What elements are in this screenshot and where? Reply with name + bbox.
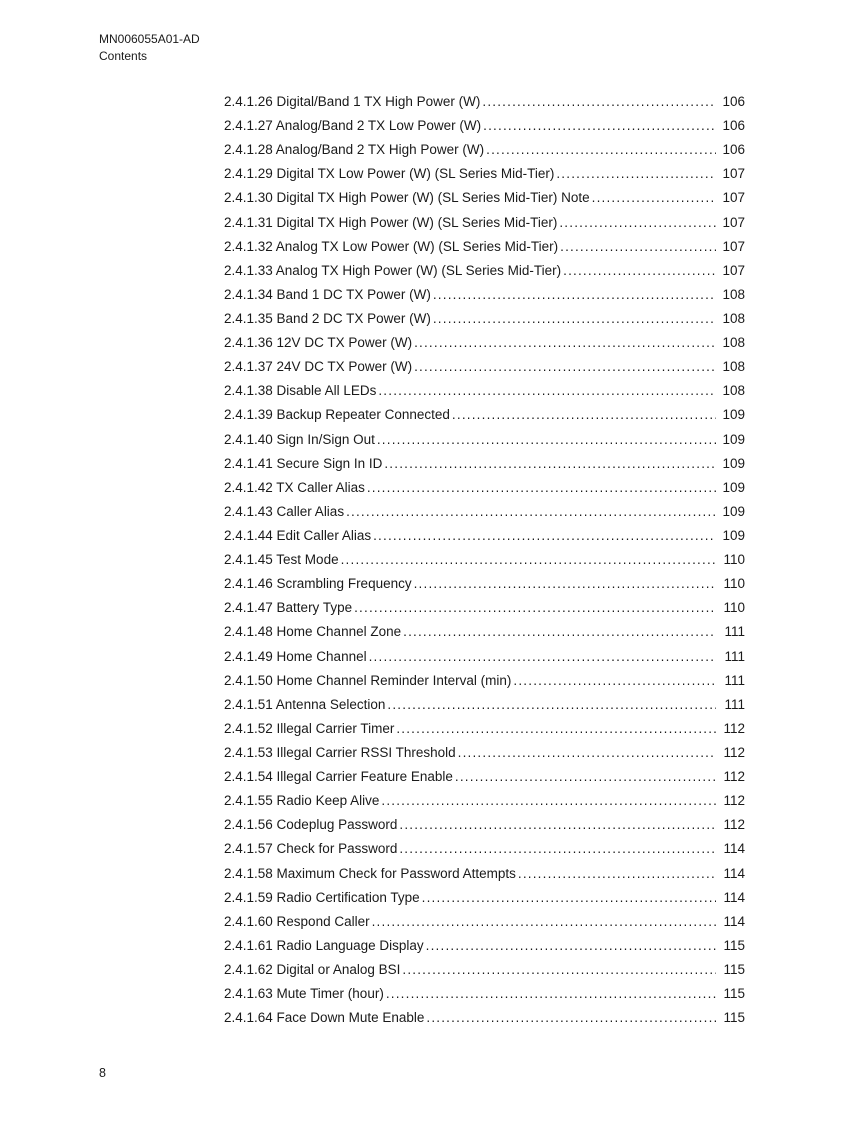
toc-entry[interactable] [224,355,745,379]
toc-entry[interactable] [224,1006,745,1030]
toc-entry-title: 2.4.1.61 Radio Language Display [224,937,424,953]
toc-entry-title: 2.4.1.64 Face Down Mute Enable [224,1010,425,1026]
toc-entry-page-number: 108 [722,335,745,351]
toc-entry-page-number: 115 [723,937,745,953]
toc-entry-title: 2.4.1.39 Backup Repeater Connected [224,407,450,423]
toc-entry-title: 2.4.1.47 Battery Type [224,600,353,616]
toc-dot-leader [556,162,716,186]
toc-entry-page-number: 106 [722,118,745,134]
toc-entry-title: 2.4.1.33 Analog TX High Power (W) (SL Series Mid-Tier) [224,262,562,278]
toc-entry-page-number: 111 [724,696,745,712]
toc-entry-page-number: 115 [723,986,745,1002]
toc-dot-leader [414,331,716,355]
toc-entry-page-number: 110 [723,552,745,568]
toc-entry-page-number: 112 [723,817,745,833]
toc-entry[interactable] [224,476,745,500]
toc-dot-leader [373,524,716,548]
document-id: MN006055A01-AD [99,32,200,46]
toc-dot-leader [458,741,716,765]
toc-entry-title: 2.4.1.42 TX Caller Alias [224,479,365,495]
toc-entry-title: 2.4.1.34 Band 1 DC TX Power (W) [224,286,431,302]
toc-dot-leader [433,283,716,307]
toc-entry-title: 2.4.1.29 Digital TX Low Power (W) (SL Series Mid-Tier) [224,166,555,182]
toc-dot-leader [486,138,716,162]
toc-entry[interactable] [224,307,745,331]
toc-dot-leader [513,669,716,693]
toc-entry-title: 2.4.1.56 Codeplug Password [224,817,398,833]
toc-entry-page-number: 107 [722,262,745,278]
footer-page-number: 8 [99,1066,106,1080]
toc-entry[interactable] [224,500,745,524]
toc-entry[interactable] [224,259,745,283]
table-of-contents [224,90,745,1030]
toc-entry-title: 2.4.1.43 Caller Alias [224,503,345,519]
toc-entry[interactable] [224,452,745,476]
toc-dot-leader [455,765,716,789]
toc-entry[interactable] [224,693,745,717]
toc-entry[interactable] [224,669,745,693]
toc-dot-leader [377,428,716,452]
toc-entry[interactable] [224,548,745,572]
toc-entry[interactable] [224,741,745,765]
toc-entry-title: 2.4.1.54 Illegal Carrier Feature Enable [224,769,453,785]
toc-dot-leader [403,620,716,644]
toc-dot-leader [483,114,716,138]
toc-entry[interactable] [224,620,745,644]
toc-dot-leader [563,259,716,283]
toc-entry-page-number: 111 [724,648,745,664]
toc-dot-leader [433,307,716,331]
toc-entry-title: 2.4.1.59 Radio Certification Type [224,889,420,905]
toc-entry-page-number: 110 [723,576,745,592]
toc-entry[interactable] [224,958,745,982]
toc-entry-page-number: 115 [723,961,745,977]
toc-entry-page-number: 108 [722,310,745,326]
toc-entry-title: 2.4.1.40 Sign In/Sign Out [224,431,375,447]
toc-entry-page-number: 107 [722,166,745,182]
toc-entry-title: 2.4.1.46 Scrambling Frequency [224,576,412,592]
toc-entry-title: 2.4.1.31 Digital TX High Power (W) (SL Series Mid-Tier) [224,214,558,230]
toc-entry[interactable] [224,138,745,162]
toc-entry[interactable] [224,862,745,886]
toc-entry-title: 2.4.1.51 Antenna Selection [224,696,386,712]
toc-dot-leader [367,476,716,500]
toc-entry-title: 2.4.1.63 Mute Timer (hour) [224,986,384,1002]
toc-entry-title: 2.4.1.50 Home Channel Reminder Interval (min) [224,672,512,688]
page-header [99,31,200,64]
toc-entry-page-number: 109 [722,455,745,471]
toc-entry[interactable] [224,211,745,235]
toc-entry[interactable] [224,886,745,910]
toc-dot-leader [414,572,716,596]
toc-entry[interactable] [224,717,745,741]
toc-entry-page-number: 111 [724,624,745,640]
toc-entry-page-number: 108 [722,286,745,302]
toc-entry-page-number: 107 [722,238,745,254]
toc-dot-leader [384,452,716,476]
toc-entry-title: 2.4.1.45 Test Mode [224,552,339,568]
toc-dot-leader [592,186,716,210]
toc-entry-page-number: 114 [723,841,745,857]
toc-dot-leader [372,910,716,934]
toc-entry-page-number: 112 [723,744,745,760]
toc-entry-title: 2.4.1.55 Radio Keep Alive [224,793,380,809]
toc-entry[interactable] [224,596,745,620]
toc-dot-leader [422,886,716,910]
toc-entry-page-number: 106 [722,142,745,158]
toc-entry-title: 2.4.1.49 Home Channel [224,648,367,664]
toc-entry-page-number: 110 [723,600,745,616]
toc-entry-page-number: 107 [722,214,745,230]
toc-dot-leader [354,596,716,620]
toc-entry-page-number: 109 [722,431,745,447]
toc-dot-leader [341,548,716,572]
header-section-label: Contents [99,48,148,63]
toc-dot-leader [518,862,716,886]
toc-entry[interactable] [224,186,745,210]
toc-entry[interactable] [224,645,745,669]
toc-entry-page-number: 111 [724,672,745,688]
toc-entry-page-number: 112 [723,720,745,736]
toc-entry-page-number: 109 [722,479,745,495]
toc-entry-page-number: 106 [722,94,745,109]
toc-entry-page-number: 108 [722,383,745,399]
toc-entry-title: 2.4.1.58 Maximum Check for Password Attempts [224,865,516,881]
toc-entry-title: 2.4.1.44 Edit Caller Alias [224,527,372,543]
toc-entry-page-number: 114 [723,913,745,929]
toc-dot-leader [386,982,716,1006]
toc-dot-leader [560,235,716,259]
toc-entry-title: 2.4.1.32 Analog TX Low Power (W) (SL Series Mid-Tier) [224,238,559,254]
toc-dot-leader [414,355,716,379]
toc-entry[interactable] [224,283,745,307]
toc-dot-leader [369,645,716,669]
toc-entry[interactable] [224,428,745,452]
toc-dot-leader [387,693,716,717]
toc-entry[interactable] [224,910,745,934]
toc-entry-title: 2.4.1.62 Digital or Analog BSI [224,961,401,977]
toc-dot-leader [452,403,716,427]
toc-entry-page-number: 109 [722,527,745,543]
toc-dot-leader [399,837,716,861]
toc-dot-leader [399,813,716,837]
toc-entry-page-number: 114 [723,865,745,881]
toc-entry-title: 2.4.1.38 Disable All LEDs [224,383,377,399]
toc-entry[interactable] [224,114,745,138]
toc-entry-page-number: 107 [722,190,745,206]
toc-entry-page-number: 109 [722,407,745,423]
toc-entry-title: 2.4.1.52 Illegal Carrier Timer [224,720,395,736]
toc-entry-page-number: 115 [723,1010,745,1026]
toc-entry-title: 2.4.1.37 24V DC TX Power (W) [224,359,413,375]
toc-entry-title: 2.4.1.48 Home Channel Zone [224,624,402,640]
toc-entry-title: 2.4.1.26 Digital/Band 1 TX High Power (W) [224,94,481,109]
toc-entry[interactable] [224,90,745,114]
toc-dot-leader [559,211,716,235]
toc-entry[interactable] [224,934,745,958]
toc-dot-leader [378,379,716,403]
toc-entry[interactable] [224,837,745,861]
toc-entry-title: 2.4.1.27 Analog/Band 2 TX Low Power (W) [224,118,482,134]
toc-entry-page-number: 112 [723,793,745,809]
toc-entry-title: 2.4.1.41 Secure Sign In ID [224,455,383,471]
toc-entry[interactable] [224,162,745,186]
toc-entry[interactable] [224,813,745,837]
toc-dot-leader [381,789,716,813]
toc-dot-leader [482,90,716,114]
toc-entry[interactable] [224,331,745,355]
toc-entry[interactable] [224,572,745,596]
toc-dot-leader [426,1006,716,1030]
toc-entry-title: 2.4.1.60 Respond Caller [224,913,370,929]
toc-dot-leader [346,500,716,524]
toc-dot-leader [396,717,716,741]
toc-entry[interactable] [224,379,745,403]
toc-dot-leader [402,958,716,982]
toc-entry-title: 2.4.1.53 Illegal Carrier RSSI Threshold [224,744,456,760]
toc-entry-page-number: 108 [722,359,745,375]
toc-entry-page-number: 109 [722,503,745,519]
toc-entry[interactable] [224,403,745,427]
toc-entry-title: 2.4.1.28 Analog/Band 2 TX High Power (W) [224,142,485,158]
toc-entry-title: 2.4.1.30 Digital TX High Power (W) (SL Series Mid-Tier) Note [224,190,590,206]
toc-entry[interactable] [224,524,745,548]
toc-entry[interactable] [224,789,745,813]
toc-entry[interactable] [224,982,745,1006]
toc-entry-title: 2.4.1.36 12V DC TX Power (W) [224,335,413,351]
toc-dot-leader [426,934,716,958]
toc-entry[interactable] [224,765,745,789]
toc-entry-page-number: 114 [723,889,745,905]
toc-entry-title: 2.4.1.57 Check for Password [224,841,398,857]
toc-entry-title: 2.4.1.35 Band 2 DC TX Power (W) [224,310,431,326]
toc-entry-page-number: 112 [723,769,745,785]
toc-entry[interactable] [224,235,745,259]
